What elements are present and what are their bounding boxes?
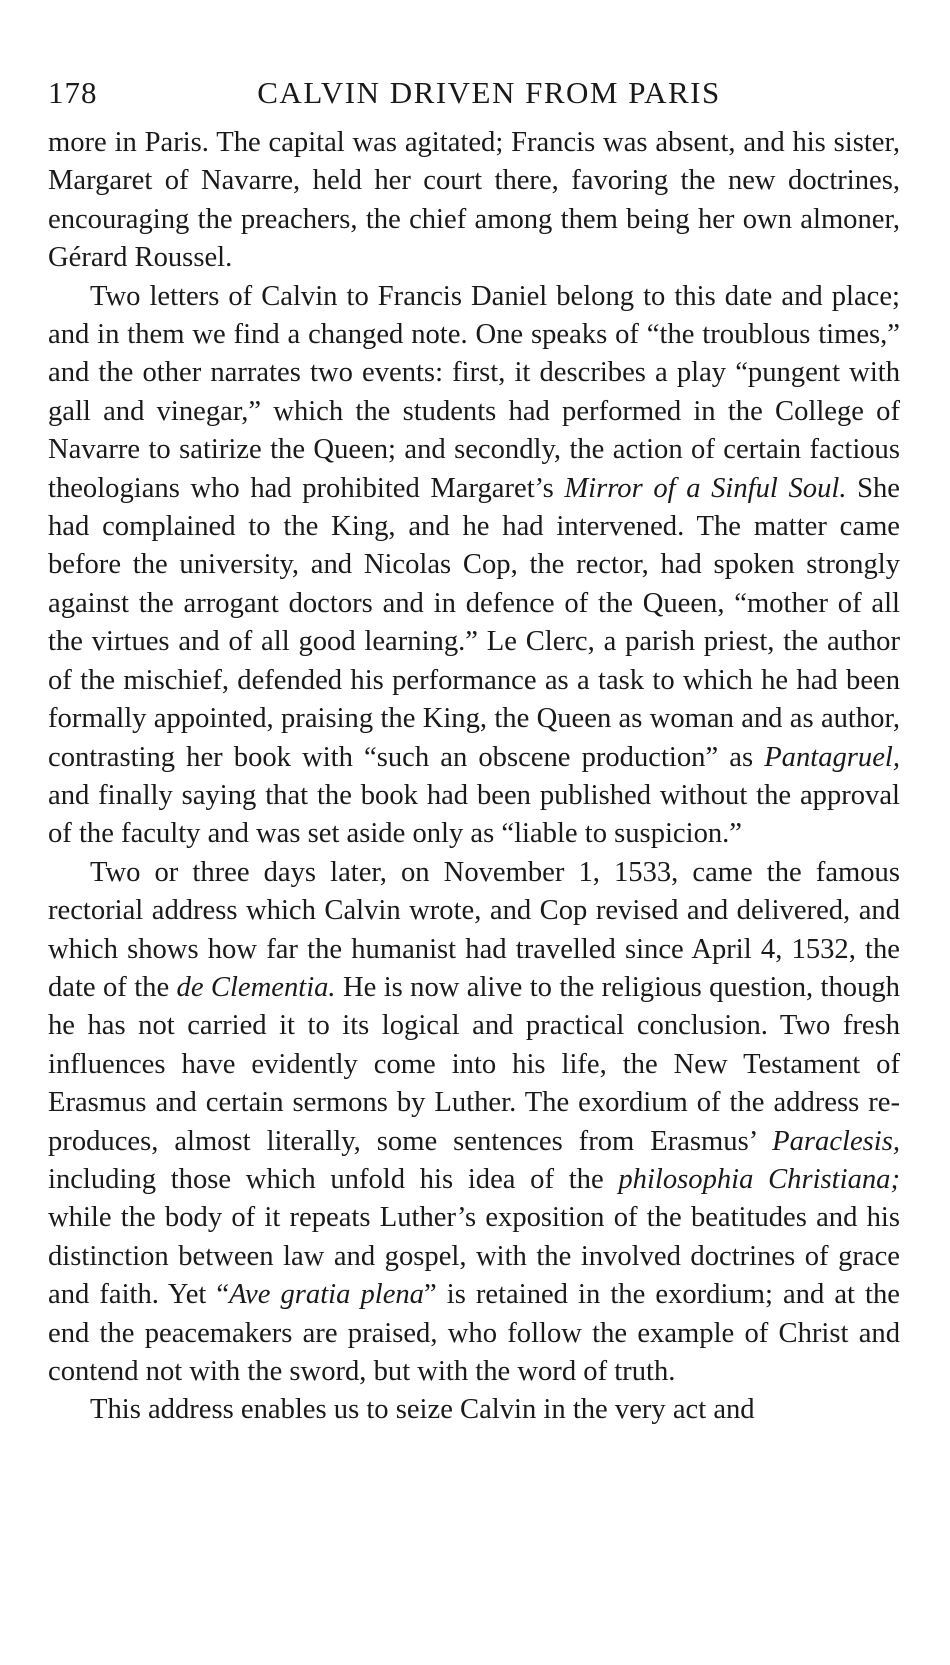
paragraph <box>48 854 900 1392</box>
running-head <box>48 70 900 116</box>
paragraph <box>48 278 900 854</box>
text-run: and finally saying that the book had been published without the approval of the faculty and was set aside only as “liable to suspicion.” <box>48 779 900 850</box>
running-title: CALVIN DRIVEN FROM PARIS <box>257 75 721 110</box>
italic-title: philosophia Christiana; <box>618 1163 900 1195</box>
page-number: 178 <box>48 75 98 110</box>
text-run: while the body of it repeats Luther’s exposition of the beatitudes and his distinction between law and gospel, with the involved doctrines of grace and faith. Yet “ <box>48 1202 900 1311</box>
text-run: including those which unfold his idea of the <box>48 1163 619 1195</box>
italic-title: de Clementia. <box>176 971 336 1003</box>
italic-title: Mirror of a Sinful Soul. <box>564 472 847 504</box>
text-run: ” is retained in the exordium; and at the end the peacemakers are praised, who follow the example of Christ and contend not with the sword, but with the word of truth. <box>48 1279 900 1387</box>
paragraph <box>48 1391 900 1429</box>
book-page <box>48 70 900 1430</box>
text-run: more in Paris. The capital was agitated; Francis was absent, and his sister, Margaret of Navarre, held her court there, favoring the new doctrines, encouraging the preachers, the chief among them being her own almoner, Gérard Roussel. <box>48 127 900 274</box>
italic-title: Pantagruel, <box>764 741 900 773</box>
paragraph <box>48 124 900 278</box>
text-run: Two or three days later, on November 1, 1533, came the famous rectorial address which Calvin wrote, and Cop revised and delivered, and which shows how far the humanist had travelled since April 4, 1532, the date of the <box>48 856 900 1003</box>
body-text <box>48 124 900 1430</box>
text-run: He is now alive to the religious question, though he has not carried it to its logical and practical conclusion. Two fresh influences have evidently come into his life, the New Testament of Erasmus and certain sermons by Luther. The exordium of the address reproduces, almost literally, some sentences from Erasmus’ <box>48 971 900 1157</box>
italic-title: Paraclesis, <box>772 1125 900 1157</box>
italic-title: Ave gratia plena <box>229 1279 424 1311</box>
text-run: She had complained to the King, and he had intervened. The matter came before the university, and Nicolas Cop, the rector, had spoken strongly against the arrogant doctors and in defence of the Queen, “mother of all the virtues and of all good learning.” Le Clerc, a parish priest, the author of the mischief, defended his performance as a task to which he had been formally appointed, praising the King, the Queen as woman and as author, contrasting her book with “such an obscene production” as <box>48 472 900 773</box>
text-run: Two letters of Calvin to Francis Daniel belong to this date and place; and in them we find a changed note. One speaks of “the troublous times,” and the other narrates two events: first, it describes a play “pungent with gall and vinegar,” which the students had performed in the College of Navarre to satirize the Queen; and secondly, the action of certain factious theologians who had prohibited Margaret’s <box>48 280 900 504</box>
text-run: This address enables us to seize Calvin in the very act and <box>90 1394 755 1426</box>
